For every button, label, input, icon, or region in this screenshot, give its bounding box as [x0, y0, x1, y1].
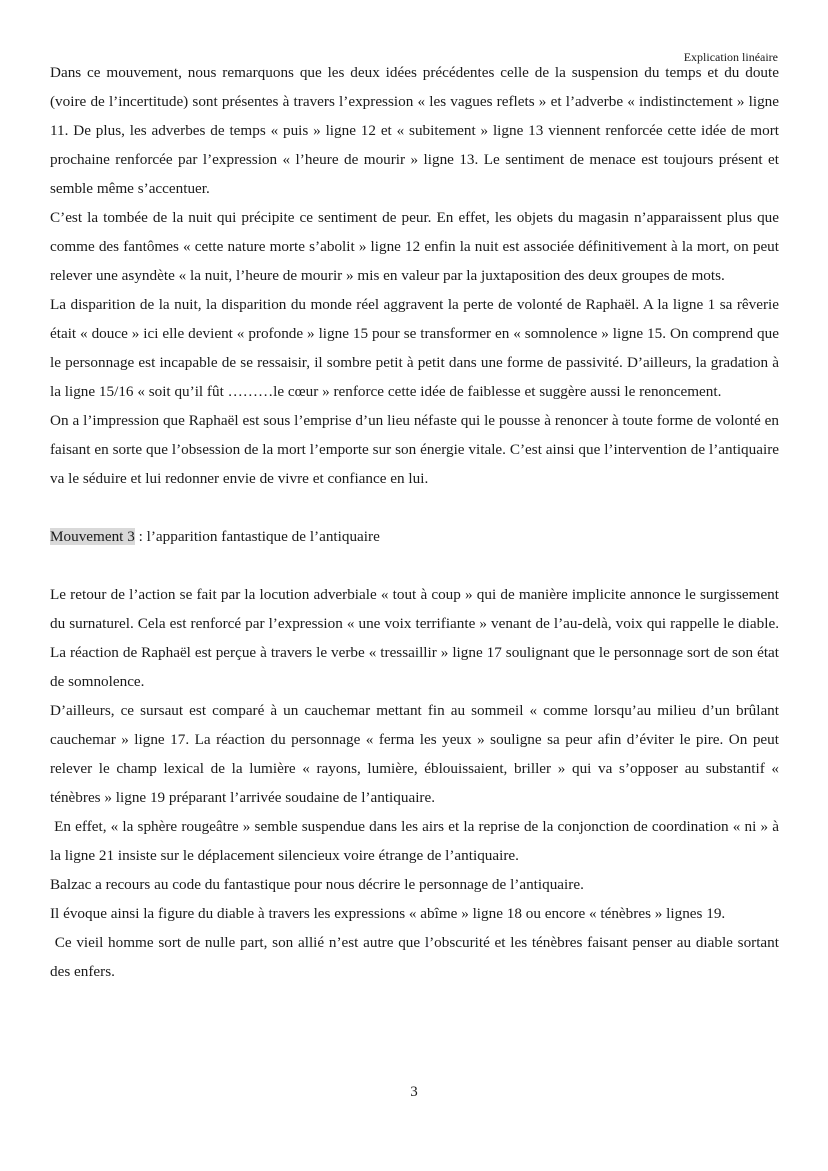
paragraph: La disparition de la nuit, la disparition du monde réel aggravent la perte de volonté de Raphaël. A la ligne 1 sa rêverie était « douce » ici elle devient « profonde » ligne 15 pour se transformer en « somnolence » ligne 15. On comprend que le personnage est incapable de se ressaisir, il sombre petit à petit dans une forme de passivité. D’ailleurs, la gradation à la ligne 15/16 « soit qu’il fût ………le cœur » renforce cette idée de faiblesse et suggère aussi le renoncement.: [50, 296, 779, 400]
paragraph: Balzac a recours au code du fantastique pour nous décrire le personnage de l’antiquaire.: [50, 876, 584, 893]
page-header: Explication linéaire: [683, 50, 778, 64]
paragraph: Le retour de l’action se fait par la locution adverbiale « tout à coup » qui de manière implicite annonce le surgissement du surnaturel. Cela est renforcé par l’expression « une voix terrifiante » venant de l’au-delà, voix qui rappelle le diable. La réaction de Raphaël est perçue à travers le verbe « tressaillir » ligne 17 soulignant que le personnage sort de son état de somnolence.: [50, 586, 779, 690]
paragraph: En effet, « la sphère rougeâtre » semble suspendue dans les airs et la reprise de la conjonction de coordination « ni » à la ligne 21 insiste sur le déplacement silencieux voire étrange de l’antiquaire.: [50, 818, 783, 864]
paragraph: Il évoque ainsi la figure du diable à travers les expressions « abîme » ligne 18 ou encore « ténèbres » lignes 19.: [50, 905, 726, 922]
paragraph: Dans ce mouvement, nous remarquons que les deux idées précédentes celle de la suspension du temps et du doute (voire de l’incertitude) sont présentes à travers l’expression « les vagues reflets » et l’adverbe « indistinctement » ligne 11. De plus, les adverbes de temps « puis » ligne 12 et « subitement » ligne 13 viennent renforcée cette idée de mort prochaine renforcée par l’expression « l’heure de mourir » ligne 13. Le sentiment de menace est toujours présent et semble même s’accentuer.: [50, 64, 779, 197]
movement-label: Mouvement 3: [50, 528, 135, 545]
section-heading: [50, 522, 779, 551]
paragraph: Ce vieil homme sort de nulle part, son allié n’est autre que l’obscurité et les ténèbres faisant penser au diable sortant des enfers.: [50, 934, 783, 980]
movement-title: : l’apparition fantastique de l’antiquaire: [134, 528, 380, 545]
paragraph: C’est la tombée de la nuit qui précipite ce sentiment de peur. En effet, les objets du magasin n’apparaissent plus que comme des fantômes « cette nature morte s’abolit » ligne 12 enfin la nuit est associée définitivement à la mort, on peut relever une asyndète « la nuit, l’heure de mourir » mis en valeur par la juxtaposition des deux groupes de mots.: [50, 209, 779, 284]
document-body: [50, 58, 783, 986]
paragraph: D’ailleurs, ce sursaut est comparé à un cauchemar mettant fin au sommeil « comme lorsqu’au milieu d’un brûlant cauchemar » ligne 17. La réaction du personnage « ferma les yeux » souligne sa peur afin d’éviter le pire. On peut relever le champ lexical de la lumière « rayons, lumière, éblouissaient, briller » qui va s’opposer au substantif « ténèbres » ligne 19 préparant l’arrivée soudaine de l’antiquaire.: [50, 702, 779, 806]
page-number: 3: [410, 1084, 418, 1100]
paragraph: On a l’impression que Raphaël est sous l’emprise d’un lieu néfaste qui le pousse à renoncer à toute forme de volonté en faisant en sorte que l’obsession de la mort l’emporte sur son énergie vitale. C’est ainsi que l’intervention de l’antiquaire va le séduire et lui redonner envie de vivre et confiance en lui.: [50, 412, 779, 487]
